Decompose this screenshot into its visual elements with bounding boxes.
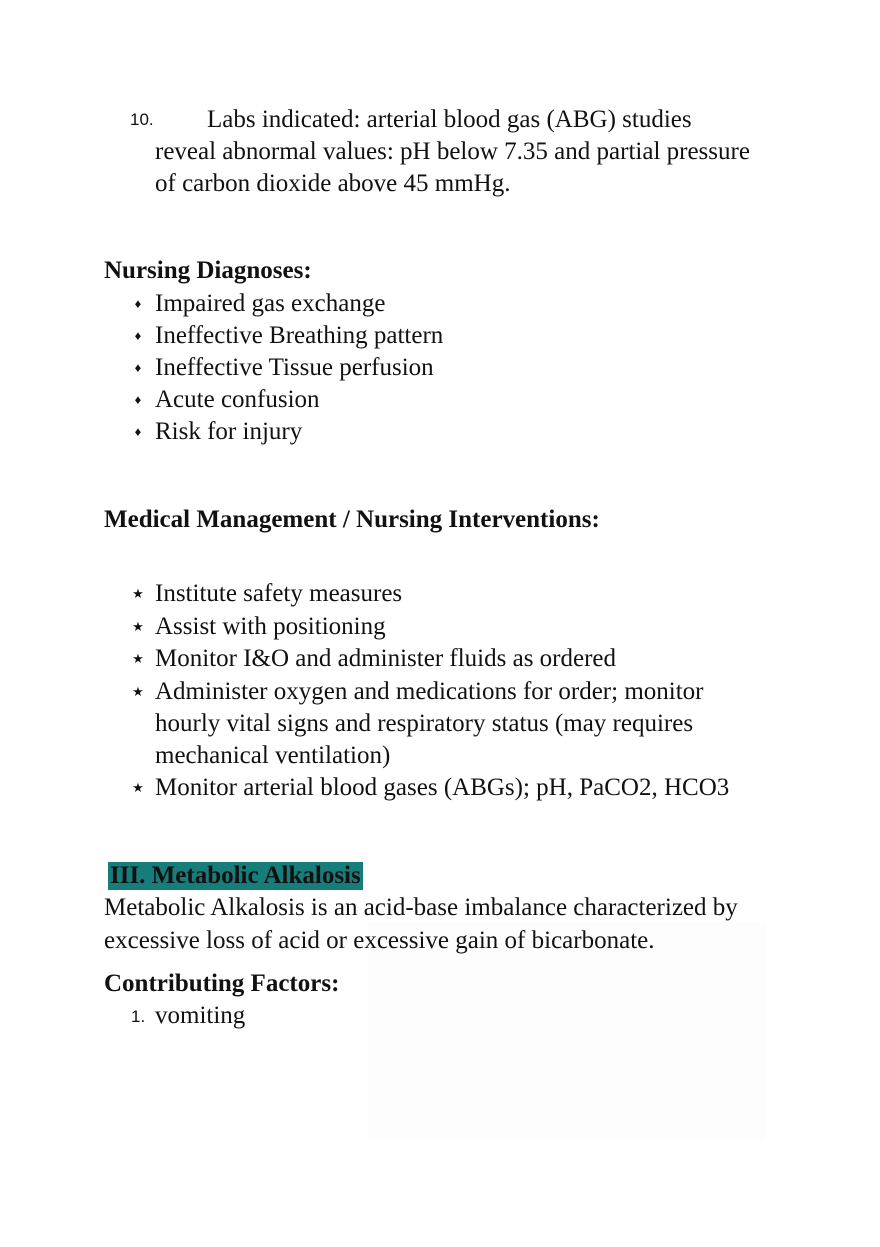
section-title-highlight: III. Metabolic Alkalosis: [110, 862, 361, 889]
diagnosis-text: Ineffective Tissue perfusion: [155, 354, 434, 381]
contributing-factors-heading: Contributing Factors:: [104, 970, 340, 997]
diamond-bullet-icon: ♦: [134, 328, 142, 343]
star-bullet-icon: ★: [132, 619, 144, 634]
definition-line: Metabolic Alkalosis is an acid-base imbalance characterized by: [104, 894, 738, 921]
intervention-text: Institute safety measures: [155, 580, 403, 607]
star-bullet-icon: ★: [132, 780, 144, 795]
diagnosis-text: Impaired gas exchange: [155, 290, 386, 317]
labs-line: reveal abnormal values: pH below 7.35 and partial pressure: [155, 138, 750, 165]
diagnosis-text: Acute confusion: [155, 386, 320, 413]
star-bullet-icon: ★: [132, 586, 144, 601]
intervention-text-continued: hourly vital signs and respiratory status (may requires: [155, 710, 694, 737]
intervention-text: Monitor arterial blood gases (ABGs); pH, PaCO2, HCO3: [155, 774, 730, 801]
labs-line: of carbon dioxide above 45 mmHg.: [155, 170, 511, 197]
nursing-diagnoses-heading: Nursing Diagnoses:: [104, 257, 312, 284]
diagnosis-text: Ineffective Breathing pattern: [155, 322, 444, 349]
list-number: 1.: [131, 1007, 146, 1026]
intervention-text: Administer oxygen and medications for order; monitor: [155, 678, 704, 705]
diagnosis-text: Risk for injury: [155, 418, 303, 445]
intervention-text: Monitor I&O and administer fluids as ordered: [155, 645, 617, 672]
definition-line: excessive loss of acid or excessive gain of bicarbonate.: [104, 927, 655, 954]
intervention-text: Assist with positioning: [155, 613, 386, 640]
section-title: [108, 860, 363, 892]
diamond-bullet-icon: ♦: [134, 392, 142, 407]
diamond-bullet-icon: ♦: [134, 424, 142, 439]
diamond-bullet-icon: ♦: [134, 296, 142, 311]
interventions-heading: Medical Management / Nursing Interventions:: [104, 506, 600, 533]
star-bullet-icon: ★: [132, 651, 144, 666]
intervention-text-continued: mechanical ventilation): [155, 742, 391, 769]
diamond-bullet-icon: ♦: [134, 360, 142, 375]
labs-line: Labs indicated: arterial blood gas (ABG) studies: [207, 106, 692, 133]
star-bullet-icon: ★: [132, 684, 144, 699]
list-number: 10.: [130, 110, 154, 129]
factor-text: vomiting: [155, 1002, 246, 1029]
